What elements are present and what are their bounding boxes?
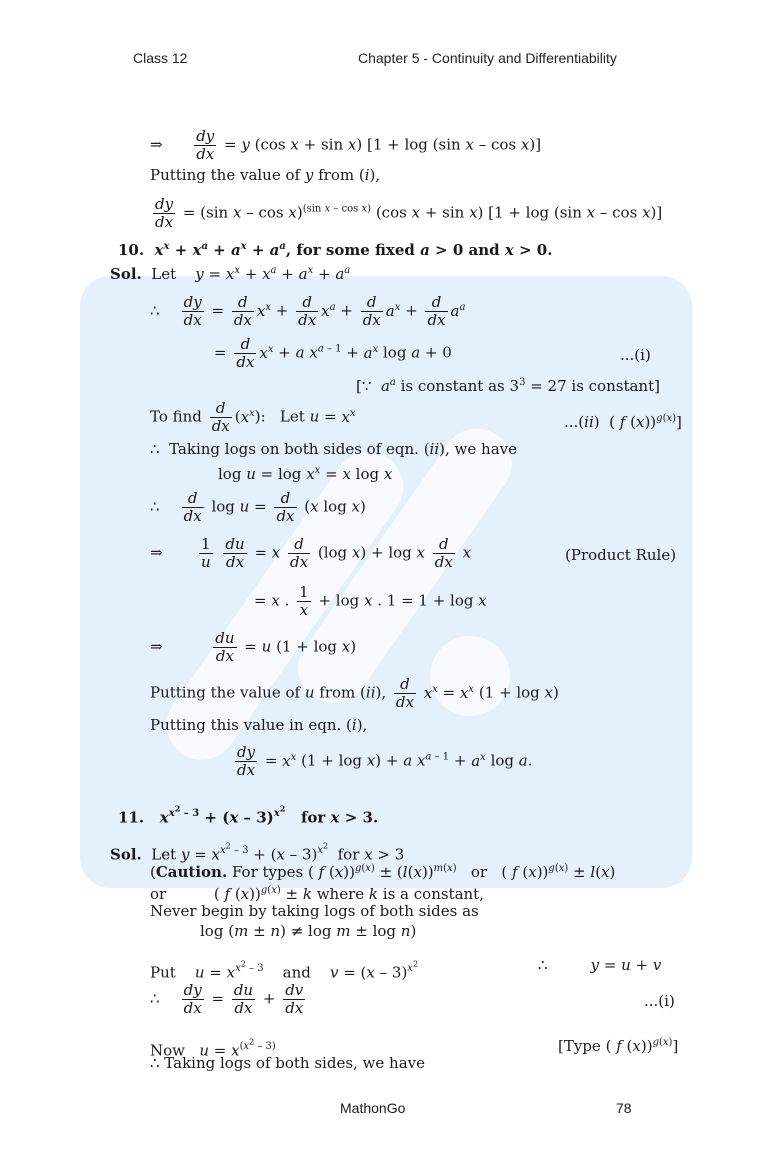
text-taking-logs: ∴ Taking logs on both sides of eqn. (ii), we have — [150, 440, 517, 458]
caution-line-3: Never begin by taking logs of both sides as — [150, 902, 479, 920]
page-number: 78 — [616, 1100, 632, 1116]
equation-line-5: ∴ $\frac{dy}{dx}$ = $\frac{d}{dx}$ $x^x$ + $\frac{d}{dx}$ $x^a$ + $\frac{d}{dx}$ $a^x$ + $\frac{d}{dx}$ $a^a$ — [150, 293, 466, 329]
product-rule-note: (Product Rule) — [565, 546, 677, 564]
text-line-16: Putting this value in eqn. (i), — [150, 716, 368, 734]
equation-ref-i-2: ...(i) — [644, 992, 675, 1010]
equation-line-13: = x . $\frac{1}{x}$ + log x . 1 = 1 + log x — [254, 583, 487, 619]
equation-line-21: ∴ $\frac{dy}{dx}$ = $\frac{du}{dx}$ + $\frac{dv}{dx}$ — [150, 981, 304, 1017]
equation-line-22: Now $u = x^{(x^2 - 3)}$ — [150, 1038, 276, 1060]
text-line-23: ∴ Taking logs of both sides, we have — [150, 1054, 425, 1072]
caution-line-2: or ( f (x))$^{g(x)}$ ± k where k is a constant, — [150, 885, 484, 903]
equation-ref-i: ...(i) — [620, 346, 651, 364]
question-10: 10. $x^x + x^a + a^x + a^a$, for some fixed a > 0 and x > 0. — [118, 241, 553, 259]
header-chapter: Chapter 5 - Continuity and Differentiability — [358, 50, 617, 66]
caution-line-4: log (m ± n) ≠ log m ± log n) — [200, 922, 417, 940]
header-class: Class 12 — [133, 50, 188, 66]
equation-line-11: ∴ $\frac{d}{dx}$ log u = $\frac{d}{dx}$ (x log x) — [150, 489, 366, 525]
solution-10-start: Sol. Let $y = x^x + x^a + a^x + a^a$ — [110, 265, 351, 283]
equation-line-1: ⇒ $\frac{dy}{dx}$ = y (cos x + sin x) [1 + log (sin x – cos x)] — [150, 127, 542, 163]
equation-ref-ii: ...(ii) ( f (x))$^{g(x)}$] — [564, 413, 682, 431]
note-constant: [∵ $a^a$ is constant as $3^3 = 27$ is constant] — [356, 377, 660, 395]
to-find-line: To find $\frac{d}{dx}$ $(x^x)$: Let $u = x^x$ — [150, 399, 356, 435]
text-line-2: Putting the value of y from (i), — [150, 166, 381, 184]
equation-log-u: $\log u = \log x^x = x$ log x — [218, 465, 393, 483]
footer-brand: MathonGo — [340, 1100, 406, 1116]
equation-line-12: ⇒ $\frac{1}{u}$ $\frac{du}{dx}$ = x $\frac{d}{dx}$ (log x) + log x $\frac{d}{dx}$ x — [150, 535, 472, 571]
equation-line-17: $\frac{dy}{dx}$ = $x^x$ (1 + log x) + a $x^{a - 1} + a^x$ log a. — [237, 743, 533, 779]
equation-line-6: = $\frac{d}{dx}$ $x^x + a$ $x^{a - 1} + a^x$ log a + 0 — [214, 335, 452, 371]
caution-line-1: (Caution. For types ( f $(x))^{g(x)} \pm (l(x))^{m(x)}$ or ( f (x))$^{g(x)}$ ± l(x) — [150, 863, 616, 881]
equation-line-15: Putting the value of u from (ii), $\frac{d}{dx}$ $x^x = x^x$ (1 + log x) — [150, 675, 559, 711]
equation-line-20: Put $u = x^{x^2 - 3}$ and v = (x – 3)$^{x^2}$ — [150, 960, 419, 982]
equation-line-3: $\frac{dy}{dx}$ = (sin x – cos x)$^{(sin x - cos x)}$ (cos x + sin x) [1 + log (sin x – cos x)] — [155, 195, 663, 231]
equation-line-20-right: ∴ y = u + v — [538, 956, 662, 974]
type-note: [Type ( f (x))$^{g(x)}$] — [558, 1037, 679, 1055]
solution-11-start: Sol. Let $y = x^{x^2 - 3} + (x - 3)^{x^2}$ for x > 3 — [110, 842, 405, 864]
question-11: 11. $x^{x^2 - 3} + (x - 3)^{x^2}$ for x > 3. — [118, 804, 379, 827]
equation-line-14: ⇒ $\frac{du}{dx}$ = u (1 + log x) — [150, 629, 357, 665]
